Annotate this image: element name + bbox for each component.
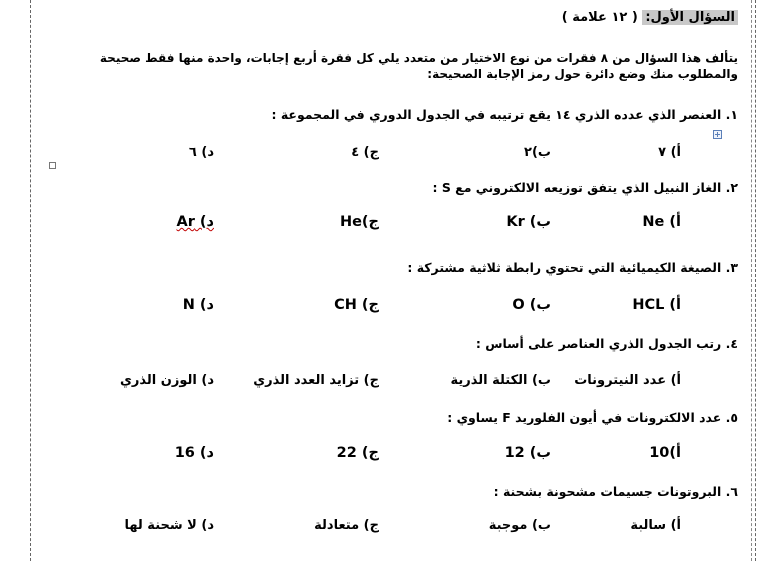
q2-option-b: ب) Kr [506, 214, 551, 230]
q6-option-d: د) لا شحنة لها [124, 518, 214, 533]
page-border-right-inner [751, 0, 752, 561]
q2-option-a: أ) Ne [642, 214, 681, 230]
q6-option-a: أ) سالبة [630, 518, 681, 533]
question-4-text: ٤. رتب الجدول الذري العناصر على أساس : [475, 336, 738, 351]
q4-option-a: أ) عدد النيترونات [574, 373, 681, 388]
q2-option-d-text: د) Ar [176, 214, 214, 230]
q5-option-c: ج) 22 [336, 445, 379, 461]
q6-option-c: ج) متعادلة [314, 518, 379, 533]
q5-option-b: ب) 12 [504, 445, 551, 461]
q2-option-c: ج)He [339, 214, 379, 230]
q3-option-a: أ) HCL [632, 297, 681, 313]
question-5-text: ٥. عدد الالكترونات في أيون الفلوريد F يساوي : [447, 410, 738, 425]
q4-option-b: ب) الكتلة الذرية [450, 373, 551, 388]
q3-option-c: ج) CH [334, 297, 379, 313]
page-border-left [30, 0, 31, 561]
q1-option-b: ب)٢ [524, 145, 551, 160]
q3-option-b: ب) O [512, 297, 551, 313]
question-1-text: ١. العنصر الذي عدده الذري ١٤ يقع ترتيبه في الجدول الدوري في المجموعة : [271, 107, 738, 122]
q5-option-a: أ)10 [649, 445, 681, 461]
question-title: السؤال الأول: [642, 10, 738, 25]
page-border-right [755, 0, 756, 561]
q4-option-d: د) الوزن الذري [120, 373, 214, 388]
question-6-text: ٦. البروتونات جسيمات مشحونة بشحنة : [493, 484, 738, 499]
q6-option-b: ب) موجبة [488, 518, 551, 533]
question-marks: ( ١٢ علامة ) [561, 10, 638, 25]
question-3-text: ٣. الصيغة الكيميائية التي تحتوي رابطة ثلاثية مشتركة : [407, 260, 738, 275]
q1-option-a: أ) ٧ [658, 145, 681, 160]
intro-paragraph: يتألف هذا السؤال من ٨ فقرات من نوع الاختيار من متعدد يلي كل فقرة أربع إجابات، واحدة منها فقط صحيحة والمطلوب منك وضع دائرة حول رمز الإجابة الصحيحة: [99, 51, 738, 81]
q1-option-d: د) ٦ [188, 145, 214, 160]
q4-option-c: ج) تزايد العدد الذري [253, 373, 379, 388]
q1-option-c: ج) ٤ [351, 145, 379, 160]
table-move-handle-icon[interactable] [713, 130, 722, 139]
q2-option-d [177, 214, 215, 230]
q3-option-d: د) N [182, 297, 214, 313]
q5-option-d: د) 16 [174, 445, 214, 461]
table-resize-handle-icon[interactable] [49, 162, 56, 169]
question-2-text: ٢. الغاز النبيل الذي يتفق توزيعه الالكتروني مع S : [432, 180, 738, 195]
question-header [562, 10, 738, 25]
